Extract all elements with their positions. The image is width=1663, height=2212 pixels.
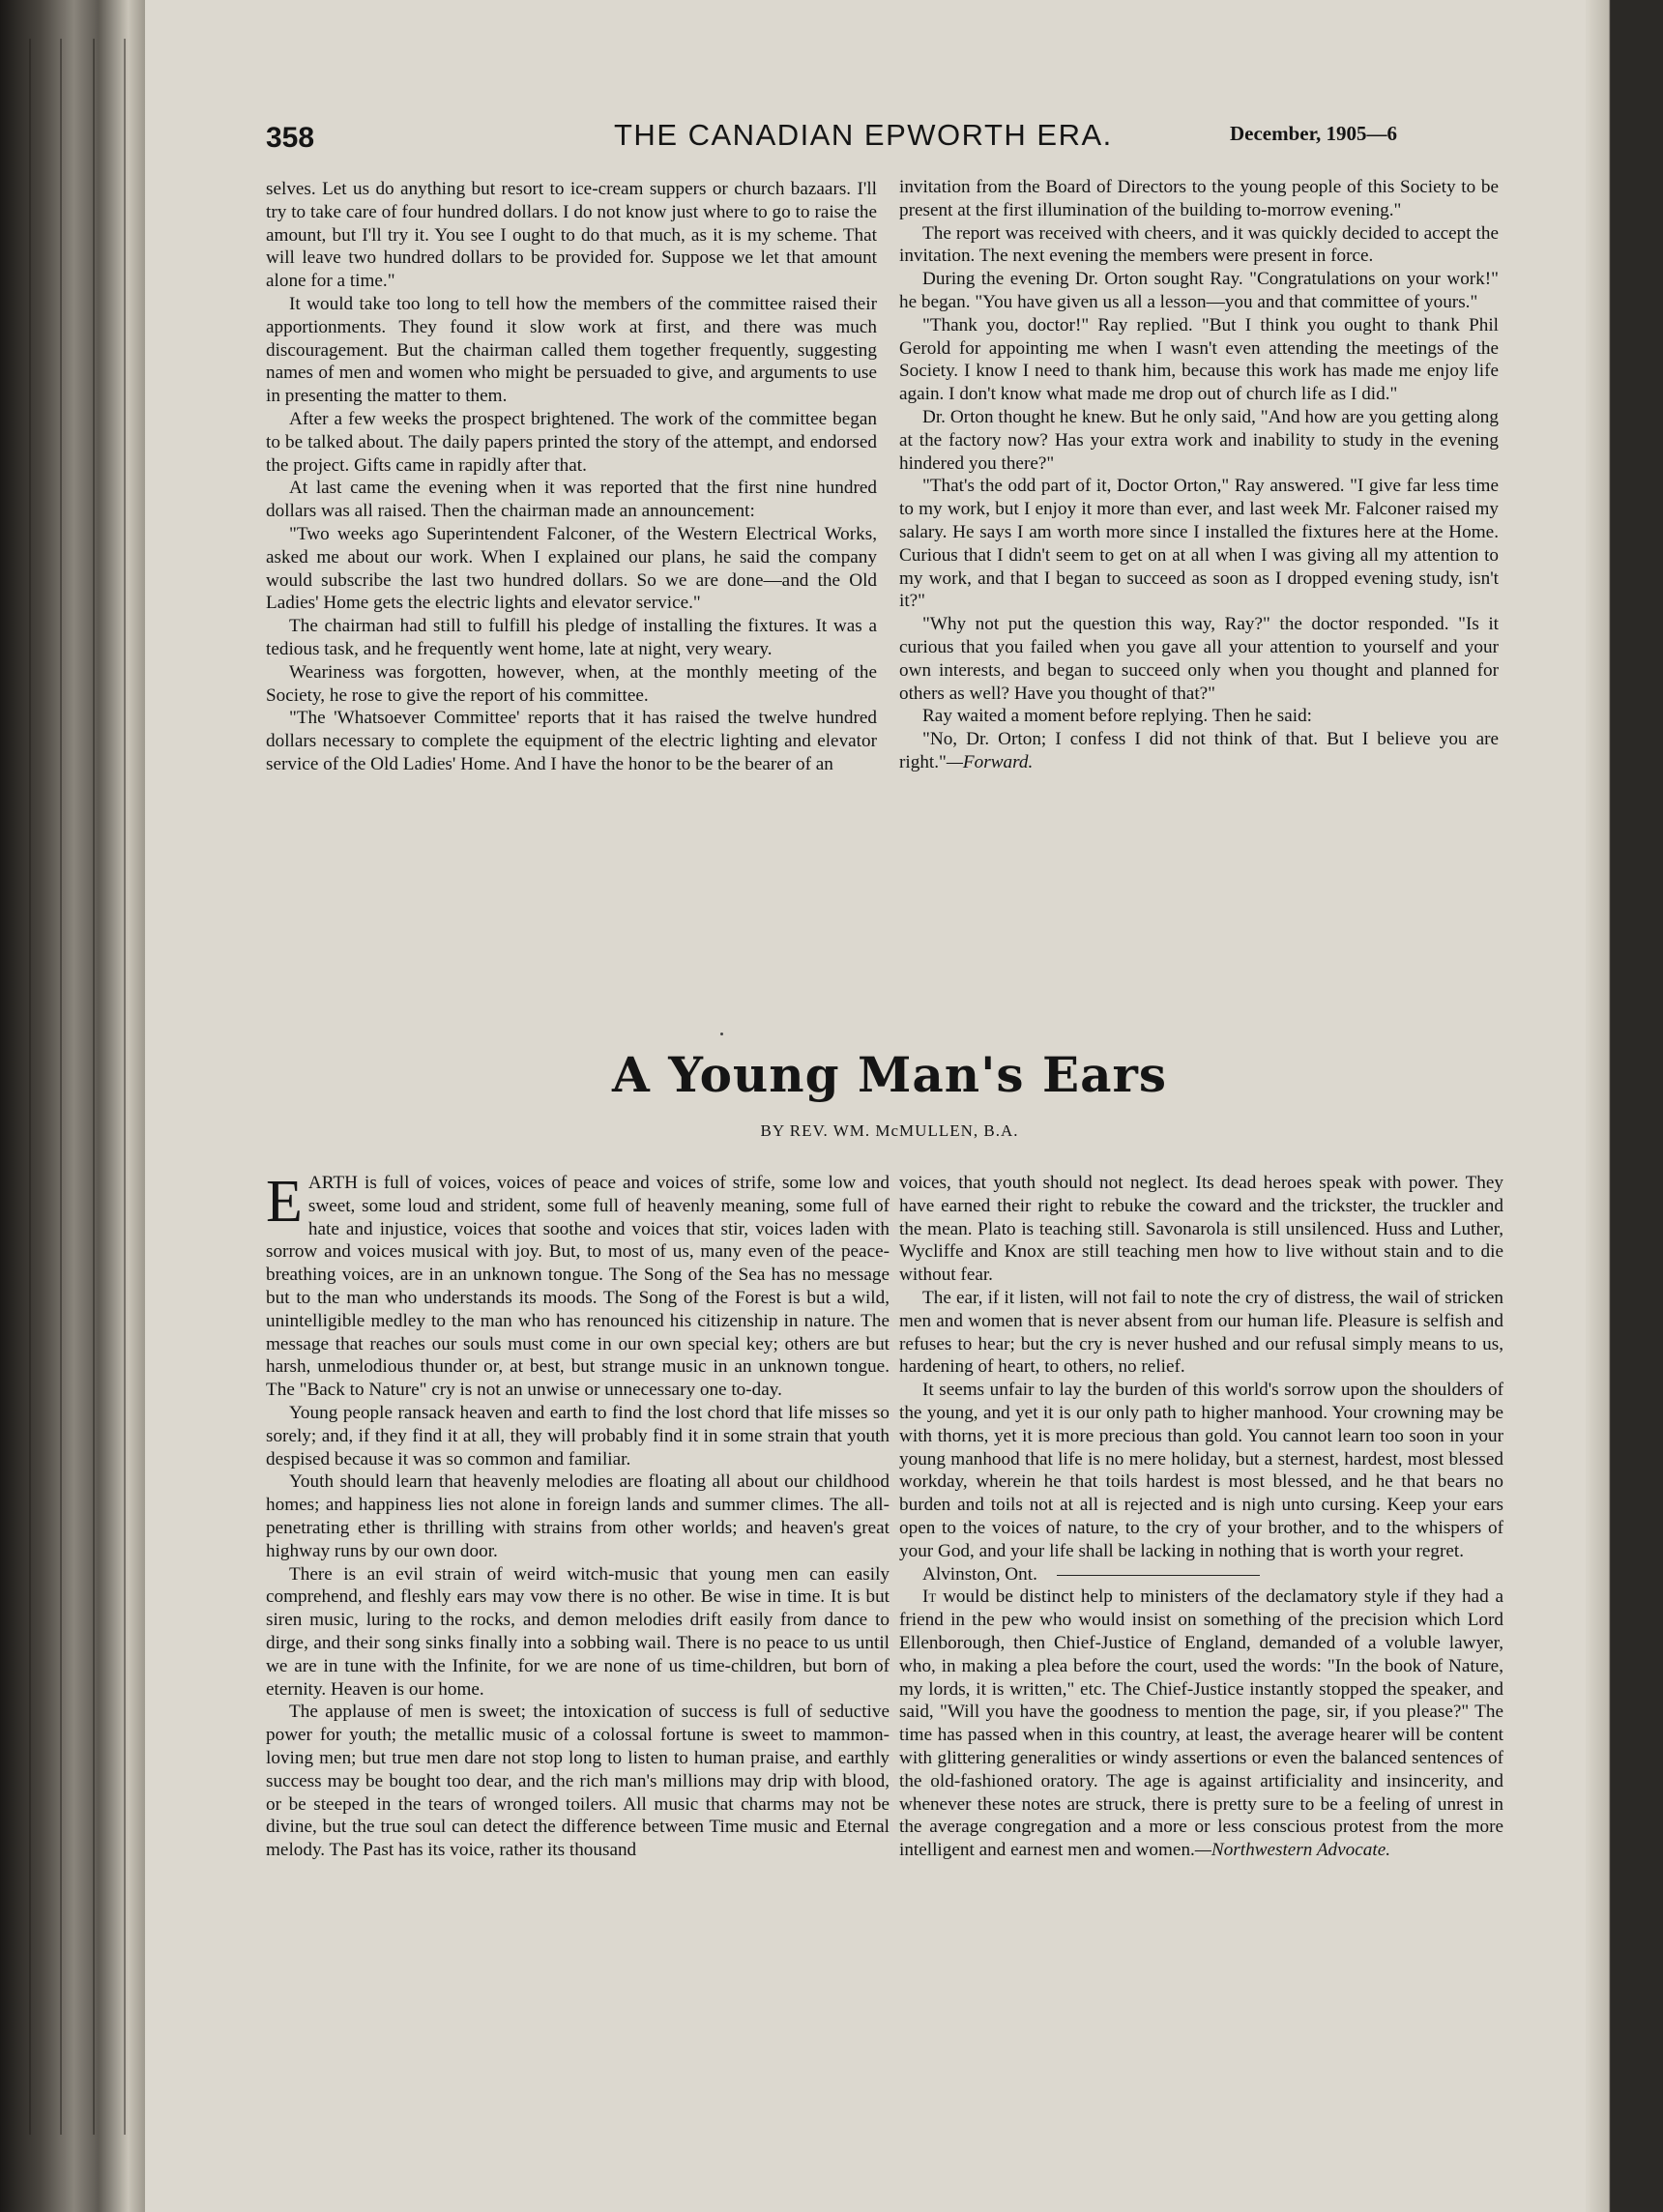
- paragraph: invitation from the Board of Directors to the young people of this Society to be present at the first illumination of the building to-morrow evening.": [899, 177, 1499, 220]
- page-number: 358: [266, 122, 315, 154]
- paragraph: It would take too long to tell how the members of the committee raised their apportionments. They found it slow work at first, and there was much discouragement. But the chairman called them together frequently, suggesting names of men and women who might be persuaded to give, and arguments to use in presenting the matter to them.: [266, 293, 877, 407]
- paragraph: During the evening Dr. Orton sought Ray. "Congratulations on your work!" he began. "You have given us all a lesson—you and that committee of yours.": [899, 269, 1499, 312]
- separator-rule: [1057, 1575, 1260, 1576]
- drop-cap: E: [266, 1169, 303, 1235]
- story-continuation-left-column: [266, 178, 877, 776]
- paragraph: selves. Let us do anything but resort to ice-cream suppers or church bazaars. I'll try to take care of four hundred dollars. I do not know just where to go to raise the amount, but I'll try it. You see I ought to do that much, as it is my scheme. That will leave two hundred dollars to be provided for. Suppose we let that amount alone for a time.": [266, 179, 877, 292]
- paragraph: The chairman had still to fulfill his pledge of installing the fixtures. It was a tedious task, and he frequently went home, late at night, very weary.: [266, 616, 877, 659]
- note-text: would be distinct help to ministers of the declamatory style if they had a friend in the pew who would insist on something of the precision which Lord Ellenborough, then Chief-Justice of England, demanded of a voluble lawyer, who, in making a plea before the court, used the words: "In the book of Nature, my lords, it is written," etc. The Chief-Justice instantly stopped the speaker, and said, "Will you have the goodness to mention the page, sir, if you please?" The time has passed when in this country, at least, the average hearer will be content with glittering generalities or windy assertions or even the balanced sentences of the old-fashioned oratory. The age is against artificiality and insincerity, and whenever these notes are struck, there is pretty sure to be a feeling of unrest in the average congregation and a more or less conscious protest from the more intelligent and earnest men and women.: [899, 1586, 1503, 1861]
- paragraph: There is an evil strain of weird witch-music that young men can easily comprehend, and fleshly ears may vow there is no other. Be wise in time. It is but siren music, luring to the rocks, and demon melodies drift easily from dance to dirge, and their song sinks finally into a sobbing wail. There is no peace to us until we are in tune with the Infinite, for we are none of us time-children, but born of eternity. Heaven is our home.: [266, 1563, 890, 1700]
- running-head: [266, 118, 1513, 160]
- paragraph: The report was received with cheers, and it was quickly decided to accept the invitation. The next evening the members were present in force.: [899, 222, 1499, 267]
- closing-paragraph: [899, 728, 1499, 774]
- paragraph: The ear, if it listen, will not fail to note the cry of distress, the wail of stricken men and women that is never absent from our human life. Pleasure is selfish and refuses to hear; but the cry is never hushed and our refusal simply means to us, hardening of heart, to others, no relief.: [899, 1287, 1503, 1378]
- source-credit: —Forward.: [946, 751, 1034, 772]
- note-source-credit: —Northwestern Advocate.: [1194, 1840, 1391, 1861]
- article-right-column: [899, 1172, 1503, 1862]
- note-lead-word: It: [922, 1586, 937, 1608]
- paragraph: Youth should learn that heavenly melodies are floating all about our childhood homes; and happiness lies not alone in foreign lands and summer climes. The all-penetrating ether is thrilling with strains from other worlds; and heaven's great highway runs by our own door.: [266, 1471, 890, 1561]
- lead-word: ARTH: [307, 1173, 358, 1193]
- issue-date: December, 1905—6: [1229, 122, 1397, 145]
- paragraph: The applause of men is sweet; the intoxication of success is full of seductive power for youth; the metallic music of a colossal fortune is sweet to mammon-loving men; but true men dare not stop long to listen to human praise, and earthly success may be bought too dear, and the rich man's millions may drip with blood, or be steeped in the tears of wronged toilers. All music that charms may not be divine, but the true soul can detect the difference between Time music and Eternal melody. The Past has its voice, rather its thousand: [266, 1702, 890, 1861]
- facing-page-edge: [1586, 0, 1663, 2212]
- paragraph: "Two weeks ago Superintendent Falconer, of the Western Electrical Works, asked me about our work. When I explained our plans, he said the company would subscribe the last two hundred dollars. So we are done—and the Old Ladies' Home gets the electric lights and elevator service.": [266, 523, 877, 614]
- paragraph-text: is full of voices, voices of peace and voices of strife, some low and sweet, some loud and strident, some full of heavenly meaning, some full of hate and injustice, voices that soothe and voices that stir, voices laden with sorrow and voices musical with joy. But, to most of us, many even of the peace-breathing voices, are in an unknown tongue. The Song of the Sea has no message but to the man who understands its moods. The Song of the Forest is but a wild, unintelligible medley to the man who has renounced his citizenship in nature. The message that reaches our souls must come in our own special key; others are but harsh, unmelodious thunder or, at best, but strange music in an unknown tongue. The "Back to Nature" cry is not an unwise or unnecessary one to-day.: [266, 1173, 890, 1401]
- paragraph: Young people ransack heaven and earth to find the lost chord that life misses so sorely; and, if they find it at all, they will probably find it in some strain that youth despised because it was so common and familiar.: [266, 1402, 890, 1470]
- note-paragraph: [899, 1586, 1503, 1862]
- paragraph: Ray waited a moment before replying. Then he said:: [922, 706, 1312, 727]
- article-signoff: [899, 1563, 1503, 1586]
- paragraph: voices, that youth should not neglect. Its dead heroes speak with power. They have earned their right to rebuke the coward and the trickster, the truckler and the mean. Plato is teaching still. Savonarola is still unsilenced. Huss and Luther, Wycliffe and Knox are still teaching men how to live without stain and to die without fear.: [899, 1173, 1503, 1286]
- story-continuation-right-column: [899, 176, 1499, 774]
- paragraph-text: "No, Dr. Orton; I confess I did not think of that. But I believe you are right.": [899, 729, 1499, 772]
- article-title: A Young Man's Ears: [612, 1046, 1167, 1103]
- paragraph: Weariness was forgotten, however, when, at the monthly meeting of the Society, he rose to give the report of his committee.: [266, 661, 877, 706]
- print-speck: [720, 1033, 723, 1035]
- journal-title: THE CANADIAN EPWORTH ERA.: [614, 118, 1113, 152]
- scanned-page: [145, 0, 1586, 2212]
- page-content: [266, 0, 1513, 2212]
- paragraph: At last came the evening when it was reported that the first nine hundred dollars was all raised. Then the chairman made an announcement:: [266, 478, 877, 522]
- signoff-place: Alvinston, Ont.: [922, 1563, 1037, 1585]
- paragraph: After a few weeks the prospect brightened. The work of the committee began to be talked about. The daily papers printed the story of the attempt, and endorsed the project. Gifts came in rapidly after that.: [266, 408, 877, 476]
- paragraph: "That's the odd part of it, Doctor Orton," Ray answered. "I give far less time to my work, but I enjoy it more than ever, and last week Mr. Falconer raised my salary. He says I am worth more since I installed the fixtures here at the Home. Curious that I didn't seem to get on at all when I was giving all my attention to my work, and that I began to succeed as soon as I dropped evening study, isn't it?": [899, 476, 1499, 612]
- paragraph: It seems unfair to lay the burden of this world's sorrow upon the shoulders of the young, and yet it is our only path to higher manhood. Your crowning may be with thorns, yet it is more precious than gold. You cannot learn too soon in your young manhood that life is no mere holiday, but a sternest, hardest, most blessed workday, wherein he that toils hardest is most blessed, and he that bears no burden and toils not at all is rejected and is nigh unto cursing. Keep your ears open to the voices of nature, to the cry of your brother, and to the whispers of your God, and your life shall be lacking in nothing that is worth your regret.: [899, 1380, 1503, 1561]
- paragraph: "Thank you, doctor!" Ray replied. "But I think you ought to thank Phil Gerold for appointing me when I wasn't even attending the meetings of the Society. I know I need to thank him, because this work has made me enjoy life again. I don't know what made me drop out of church life as I did.": [899, 314, 1499, 405]
- article-byline: BY REV. WM. McMULLEN, B.A.: [760, 1121, 1019, 1140]
- paragraph: "The 'Whatsoever Committee' reports that it has raised the twelve hundred dollars necessary to complete the equipment of the electric lighting and elevator service of the Old Ladies' Home. And I have the honor to be the bearer of an: [266, 708, 877, 774]
- opening-paragraph: [266, 1169, 890, 1402]
- book-binding-edge: [0, 0, 164, 2212]
- article-left-column: [266, 1169, 890, 1862]
- paragraph: Dr. Orton thought he knew. But he only said, "And how are you getting along at the factory now? Has your extra work and inability to study in the evening hindered you there?": [899, 406, 1499, 474]
- paragraph: "Why not put the question this way, Ray?" the doctor responded. "Is it curious that you failed when you gave all your attention to yourself and your own interests, and began to succeed only when you thought and planned for others as well? Have you thought of that?": [899, 614, 1499, 704]
